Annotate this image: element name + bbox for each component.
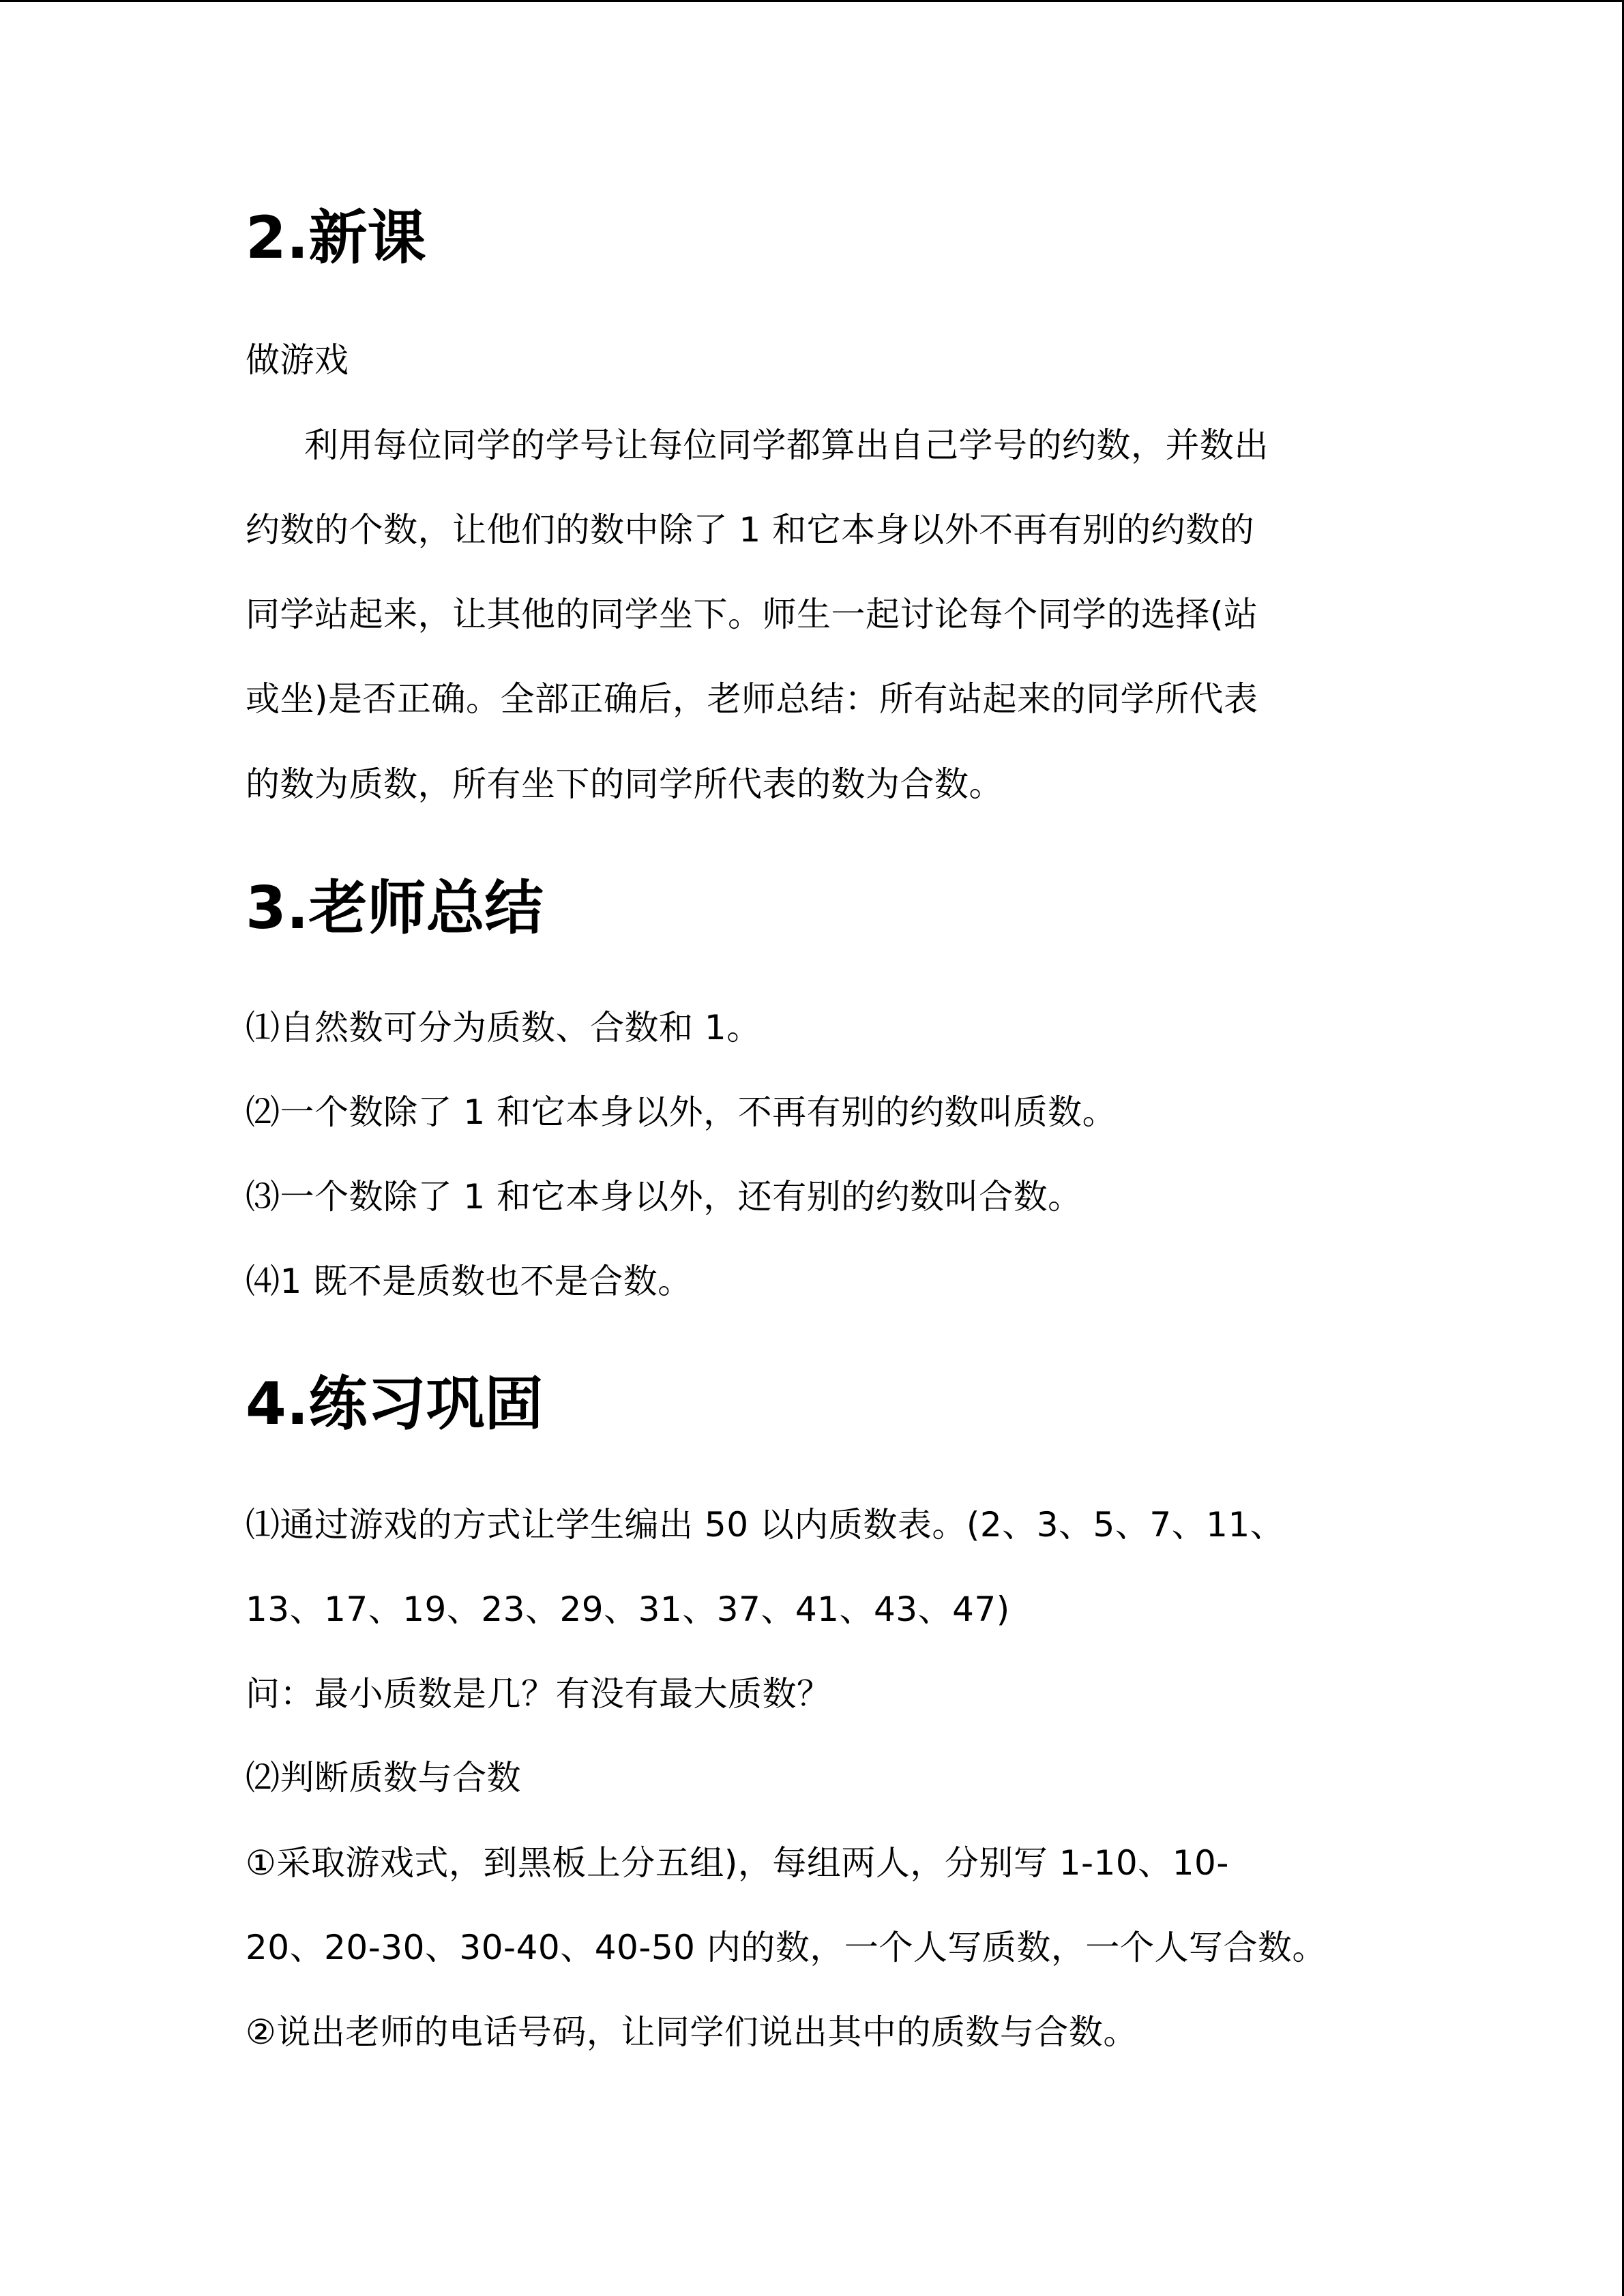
list-item: ⑴通过游戏的方式让学生编出 50 以内质数表。(2、3、5、7、11、 [246,1505,1285,1545]
list-item: ②说出老师的电话号码，让同学们说出其中的质数与合数。 [246,2012,1138,2052]
question-line: 问：最小质数是几？有没有最大质数？ [246,1674,831,1714]
section-heading-new-lesson: 2.新课 [246,204,426,272]
section-heading-practice: 4.练习巩固 [246,1370,544,1438]
paragraph-line: 的数为质数，所有坐下的同学所代表的数为合数。 [246,764,1003,804]
paragraph-line: 或坐)是否正确。全部正确后，老师总结：所有站起来的同学所代表 [246,679,1258,719]
list-item: ⑵一个数除了 1 和它本身以外，不再有别的约数叫质数。 [246,1092,1117,1132]
list-item: ⑴自然数可分为质数、合数和 1。 [246,1008,761,1047]
paragraph-line: 做游戏 [246,340,349,380]
paragraph-line: 同学站起来，让其他的同学坐下。师生一起讨论每个同学的选择(站 [246,595,1258,634]
paragraph-line: 约数的个数，让他们的数中除了 1 和它本身以外不再有别的约数的 [246,510,1255,550]
paragraph-line: 13、17、19、23、29、31、37、41、43、47) [246,1590,1010,1629]
list-item: ①采取游戏式，到黑板上分五组)，每组两人，分别写 1-10、10- [246,1843,1229,1883]
top-border-line [0,0,1624,2]
list-item: ⑷1 既不是质数也不是合数。 [246,1262,692,1301]
paragraph-line: 利用每位同学的学号让每位同学都算出自己学号的约数，并数出 [304,426,1269,465]
section-heading-teacher-summary: 3.老师总结 [246,874,544,942]
list-item: ⑶一个数除了 1 和它本身以外，还有别的约数叫合数。 [246,1177,1082,1217]
paragraph-line: 20、20-30、30-40、40-50 内的数，一个人写质数，一个人写合数。 [246,1928,1327,1967]
list-item: ⑵判断质数与合数 [246,1758,521,1798]
